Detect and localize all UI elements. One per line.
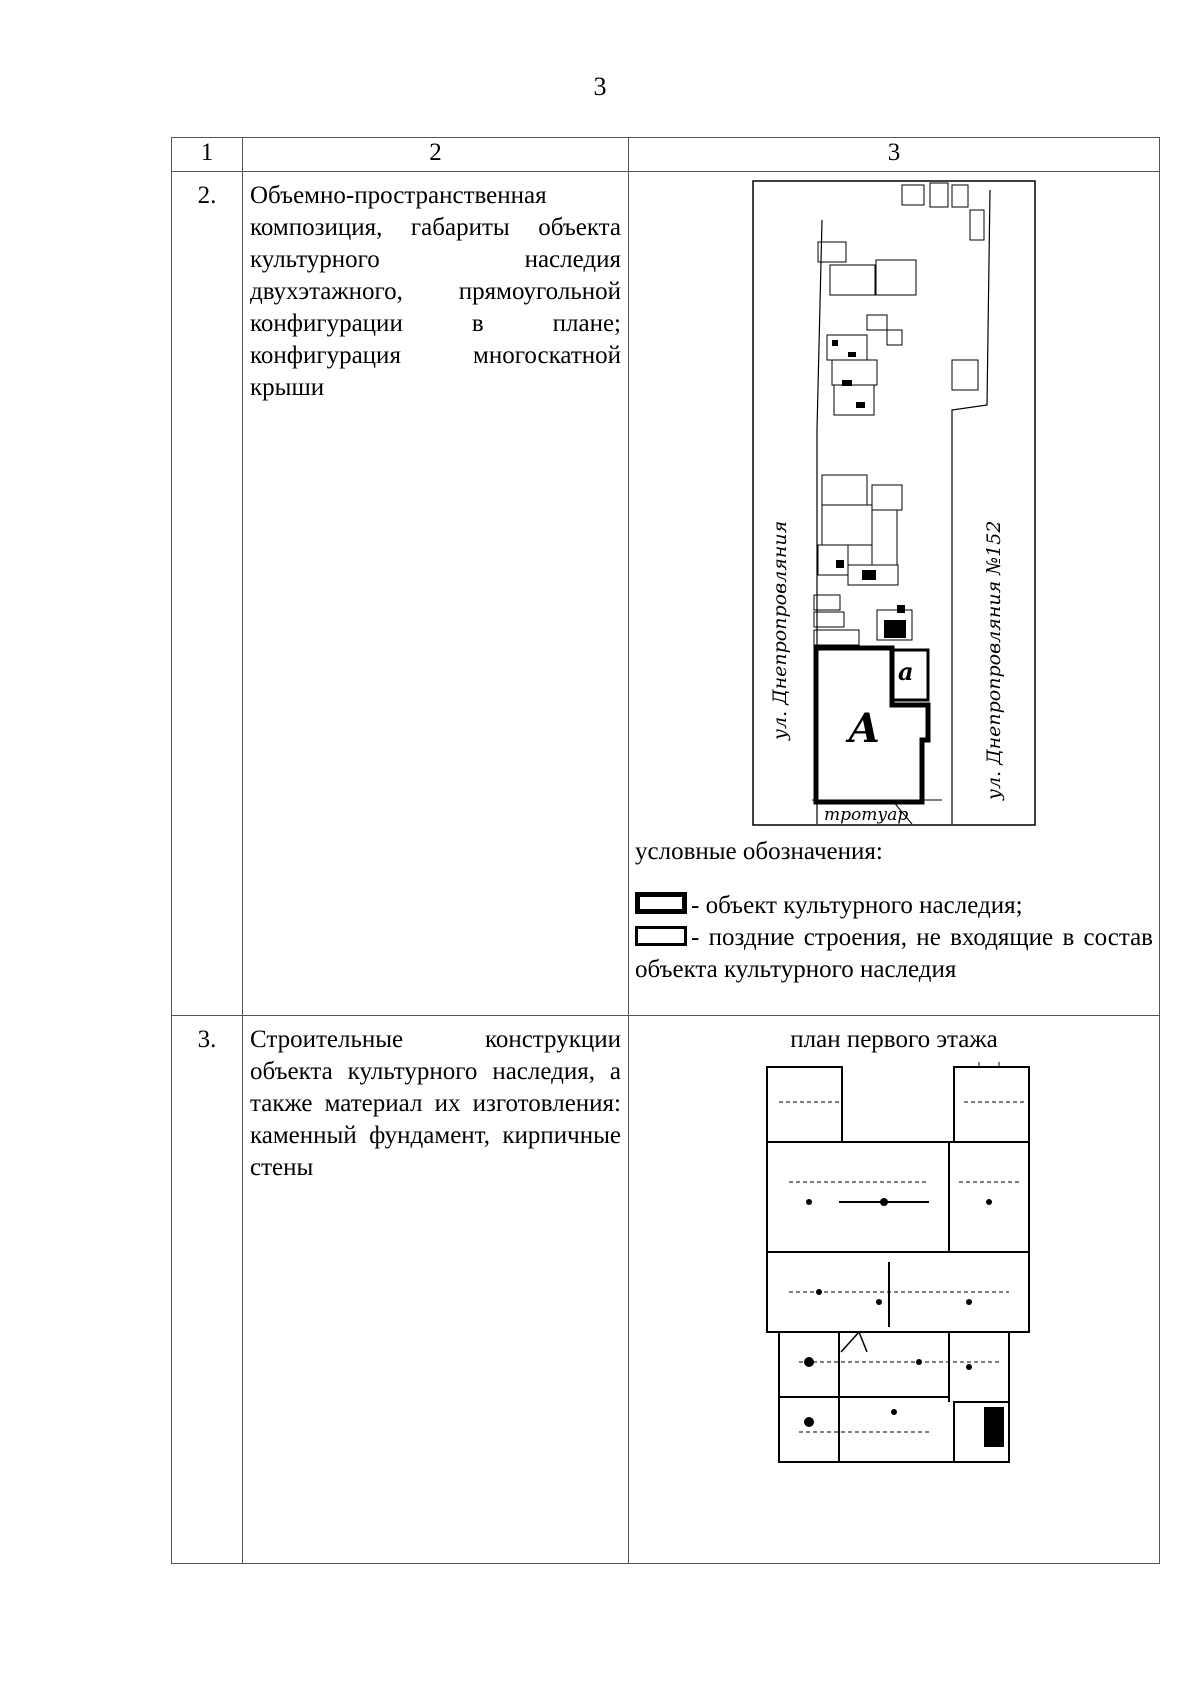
- legend-item-heritage: [635, 890, 1153, 922]
- legend-thick-outline-icon: [635, 892, 687, 914]
- header-cell-2: 2: [243, 138, 629, 172]
- table-row: [172, 1016, 1160, 1564]
- page-number: 3: [593, 72, 607, 101]
- street-label-right: ул. Днепропровляния №152: [983, 520, 1005, 800]
- legend-item-later-text: - поздние строения, не входящие в состав объекта культурного наследия: [635, 924, 1153, 983]
- floor-plan-drawing: [749, 1062, 1039, 1492]
- legend-item-later: [635, 922, 1153, 986]
- street-label-left: ул. Днепропровляния: [769, 520, 791, 740]
- row-description: Строительные конструкции объекта культурного наследия, а также материал их изготовления: каменный фундамент, кирпичные стены: [243, 1016, 629, 1564]
- site-plan-cell: [629, 172, 1160, 1016]
- legend-item-heritage-text: - объект культурного наследия;: [691, 892, 1023, 919]
- legend-title: условные обозначения:: [635, 838, 883, 865]
- row-number: 3.: [172, 1016, 243, 1564]
- row-number: 2.: [172, 172, 243, 1016]
- header-cell-1: 1: [172, 138, 243, 172]
- sidewalk-label: тротуар: [824, 805, 909, 825]
- header-cell-3: 3: [629, 138, 1160, 172]
- floor-plan-cell: [629, 1016, 1160, 1564]
- annex-label: а: [898, 657, 914, 686]
- floor-plan-caption: план первого этажа: [790, 1026, 998, 1053]
- main-building-label: А: [848, 705, 881, 752]
- row-description: Объемно-пространственная композиция, габариты объекта культурного наследия двухэтажного, прямоугольной конфигурации в плане; конфигурация многоскатной крыши: [243, 172, 629, 1016]
- site-plan-drawing: [752, 180, 1036, 826]
- legend-thin-outline-icon: [635, 926, 687, 946]
- table-header-row: [172, 138, 1160, 172]
- table-row: [172, 172, 1160, 1016]
- protection-subject-table: [171, 137, 1160, 1564]
